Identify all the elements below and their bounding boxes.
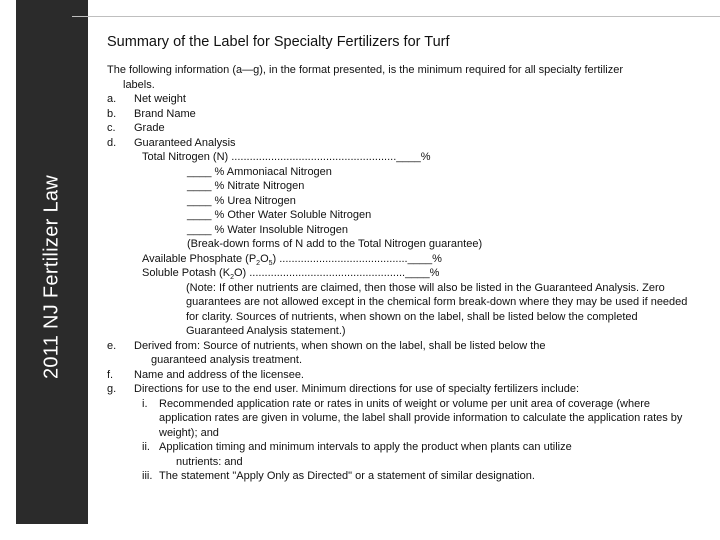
direction-item [107, 469, 692, 484]
nitrogen-form: ____ % Urea Nitrogen [187, 194, 296, 207]
list-item [107, 121, 692, 136]
item-label: f. [107, 368, 114, 381]
item-e-continuation: guaranteed analysis treatment. [151, 354, 303, 366]
phosphate-subscript: 5 [268, 259, 273, 267]
phosphate-text: O [260, 252, 269, 265]
item-label: a. [107, 93, 117, 105]
direction-ii-continuation: nutrients: and [176, 455, 243, 468]
direction-item [107, 440, 692, 469]
direction-label: ii. [142, 441, 150, 453]
item-label: c. [107, 122, 116, 134]
item-text: Directions for use to the end user. Minimum directions for use of specialty fertilizers include: [134, 383, 580, 395]
top-divider [72, 16, 720, 17]
phosphate-text: ) ..........................................____% [272, 252, 442, 265]
direction-ii-text: Application timing and minimum intervals to apply the product when plants can utilize [159, 441, 572, 453]
direction-text: The statement "Apply Only as Directed" or a statement of similar designation. [159, 470, 535, 482]
potash-text: O) ...................................................____% [233, 267, 440, 279]
item-label: g. [107, 383, 117, 395]
intro-text: The following information (a—g), in the format presented, is the minimum required for all specialty fertilizer [107, 64, 623, 76]
phosphate-text: Available Phosphate (P [142, 252, 257, 265]
direction-item [107, 397, 692, 441]
page-title: Summary of the Label for Specialty Fertilizers for Turf [107, 34, 450, 50]
potash-text: Soluble Potash (K [142, 267, 231, 279]
item-text: Guaranteed Analysis [134, 136, 236, 149]
potash-subscript: 2 [230, 274, 234, 282]
item-label: b. [107, 107, 117, 120]
nitrogen-form: ____ % Other Water Soluble Nitrogen [187, 209, 372, 221]
nitrogen-breakdown-note: (Break-down forms of N add to the Total Nitrogen guarantee) [187, 238, 483, 250]
direction-text [159, 440, 692, 469]
sidebar-title: 2011 NJ Fertilizer Law [40, 174, 63, 380]
total-nitrogen-line: Total Nitrogen (N) ......................................................____% [142, 151, 431, 163]
direction-label: i. [142, 397, 148, 410]
label-summary-body [107, 63, 692, 484]
item-label: d. [107, 136, 117, 149]
list-item [107, 339, 692, 368]
direction-text: Recommended application rate or rates in units of weight or volume per unit area of coverage (where application rates are given in volume, the label shall provide information to calculate the application rates by weight); and [159, 397, 683, 439]
list-item [107, 382, 692, 397]
list-item [107, 107, 692, 122]
item-text: Brand Name [134, 107, 196, 120]
list-item [107, 136, 692, 151]
potash-line [107, 266, 692, 281]
phosphate-subscript: 2 [256, 259, 261, 267]
item-text [134, 339, 692, 368]
nitrogen-form: ____ % Ammoniacal Nitrogen [187, 165, 332, 178]
item-text: Net weight [134, 93, 186, 105]
item-text: Grade [134, 122, 165, 134]
other-nutrients-note: (Note: If other nutrients are claimed, then those will also be listed in the Guaranteed Analysis. Zero guarantees are not allowed except in the chemical form break-down where they may be used if needed for clarity. Sources of nutrients, when shown on the label, shall be listed below the completed Guaranteed Analysis statement.) [186, 281, 688, 337]
nitrogen-form: ____ % Nitrate Nitrogen [187, 180, 305, 192]
nitrogen-form: ____ % Water Insoluble Nitrogen [187, 223, 349, 236]
intro-continuation: labels. [123, 78, 155, 91]
item-label: e. [107, 339, 117, 352]
phosphate-line [107, 252, 692, 267]
item-e-text: Derived from: Source of nutrients, when shown on the label, shall be listed below the [134, 339, 546, 352]
direction-label: iii. [142, 470, 153, 482]
item-text: Name and address of the licensee. [134, 368, 304, 381]
list-item [107, 92, 692, 107]
list-item [107, 368, 692, 383]
